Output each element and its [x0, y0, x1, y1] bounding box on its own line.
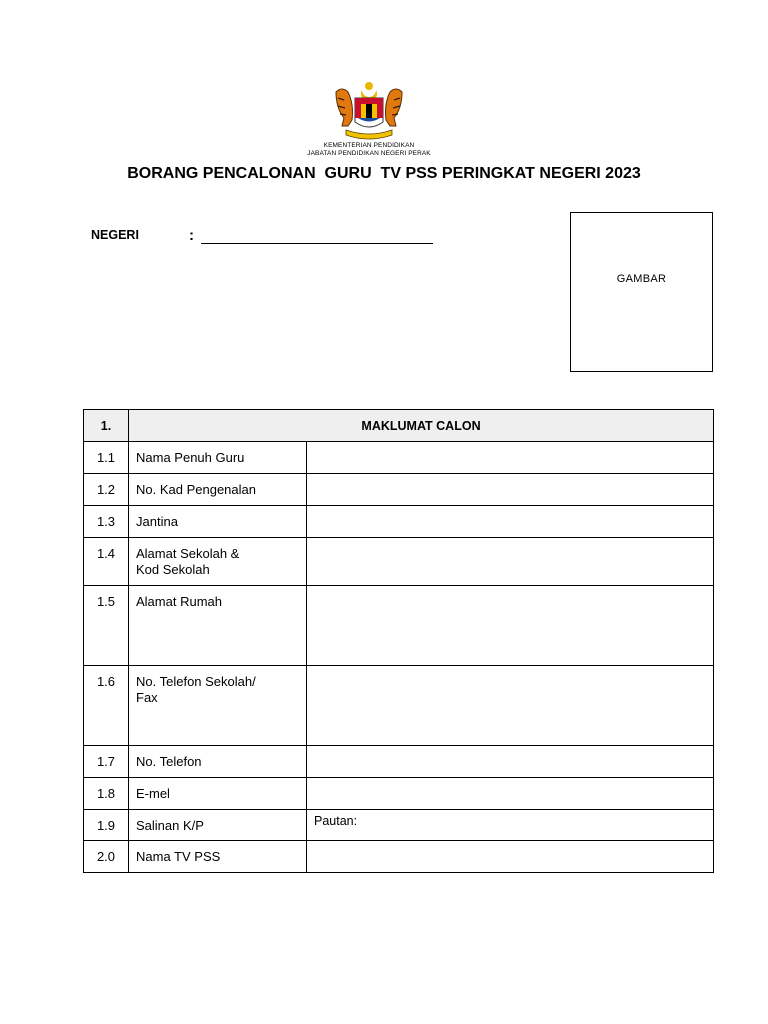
row-value-field[interactable] [307, 538, 714, 586]
photo-box[interactable] [570, 212, 713, 372]
row-label: E-mel [129, 778, 307, 810]
table-row [84, 746, 714, 778]
table-row [84, 810, 714, 841]
row-label: Nama Penuh Guru [129, 442, 307, 474]
section-title: MAKLUMAT CALON [129, 410, 714, 442]
row-value-field[interactable] [307, 506, 714, 538]
table-row [84, 506, 714, 538]
row-value-field[interactable] [307, 586, 714, 666]
table-row [84, 538, 714, 586]
row-number: 1.1 [84, 442, 129, 474]
row-value-field[interactable] [307, 474, 714, 506]
page-title: BORANG PENCALONAN GURU TV PSS PERINGKAT NEGERI 2023 [127, 165, 641, 182]
table-row [84, 666, 714, 746]
table-row [84, 778, 714, 810]
row-value-field[interactable] [307, 746, 714, 778]
row-number: 2.0 [84, 841, 129, 873]
row-label: Alamat Sekolah & Kod Sekolah [129, 538, 307, 586]
department-name: JABATAN PENDIDIKAN NEGERI PERAK [307, 149, 431, 157]
table-row [84, 474, 714, 506]
section-number: 1. [84, 410, 129, 442]
row-label: No. Kad Pengenalan [129, 474, 307, 506]
negeri-colon: : [189, 227, 194, 244]
table-row [84, 841, 714, 873]
table-row [84, 586, 714, 666]
table-header-row [84, 410, 714, 442]
row-label: Jantina [129, 506, 307, 538]
row-number: 1.5 [84, 586, 129, 666]
candidate-info-table [83, 409, 714, 873]
row-value-field[interactable]: Pautan: [307, 810, 714, 841]
row-value-field[interactable] [307, 778, 714, 810]
photo-label: GAMBAR [616, 273, 667, 285]
ministry-name: KEMENTERIAN PENDIDIKAN [323, 142, 415, 149]
ministry-header [240, 142, 498, 157]
negeri-input-line[interactable] [201, 243, 433, 244]
table-row [84, 442, 714, 474]
row-label: Nama TV PSS [129, 841, 307, 873]
row-number: 1.9 [84, 810, 129, 841]
negeri-label: NEGERI [91, 228, 139, 242]
row-number: 1.7 [84, 746, 129, 778]
row-label: Salinan K/P [129, 810, 307, 841]
malaysia-coat-of-arms-icon [324, 80, 414, 144]
row-number: 1.3 [84, 506, 129, 538]
row-number: 1.6 [84, 666, 129, 746]
row-number: 1.4 [84, 538, 129, 586]
row-label: No. Telefon [129, 746, 307, 778]
row-value-field[interactable] [307, 841, 714, 873]
row-label: Alamat Rumah [129, 586, 307, 666]
row-label: No. Telefon Sekolah/ Fax [129, 666, 307, 746]
row-number: 1.2 [84, 474, 129, 506]
row-number: 1.8 [84, 778, 129, 810]
row-value-field[interactable] [307, 666, 714, 746]
row-value-field[interactable] [307, 442, 714, 474]
